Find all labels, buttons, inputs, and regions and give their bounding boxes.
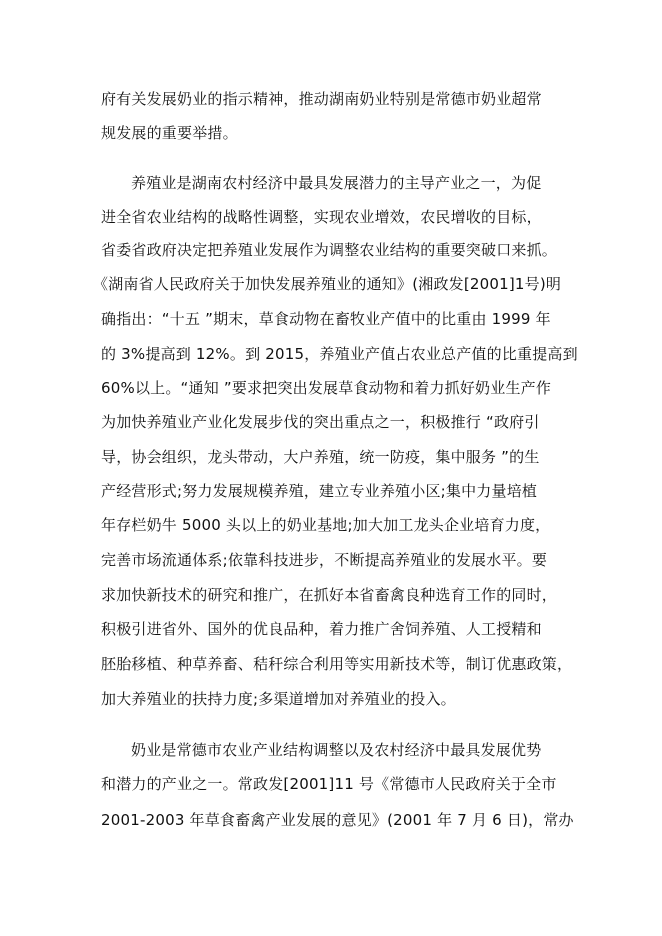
text-line: 60%以上。“通知 ”要求把突出发展草食动物和着力抓好奶业生产作	[101, 379, 552, 397]
text-line: 奶业是常德市农业产业结构调整以及农村经济中最具发展优势	[131, 741, 542, 759]
text-line: 为加快养殖业产业化发展步伐的突出重点之一，积极推行 “政府引	[101, 413, 540, 431]
text-line: 积极引进省外、国外的优良品种，着力推广舍饲养殖、人工授精和	[101, 620, 542, 638]
text-line: 府有关发展奶业的指示精神，推动湖南奶业特别是常德市奶业超常	[101, 90, 542, 108]
text-line: 导，协会组织，龙头带动，大户养殖，统一防疫，集中服务 ”的生	[101, 448, 540, 466]
text-line: 和潜力的产业之一。常政发[2001]11 号《常德市人民政府关于全市	[101, 775, 557, 793]
text-line: 求加快新技术的研究和推广，在抓好本省畜禽良种选育工作的同时，	[101, 586, 558, 604]
text-line: 完善市场流通体系;依靠科技进步，不断提高养殖业的发展水平。要	[101, 551, 548, 569]
text-line: 养殖业是湖南农村经济中最具发展潜力的主导产业之一，为促	[131, 174, 542, 192]
text-line: 《湖南省人民政府关于加快发展养殖业的通知》(湘政发[2001]1号)明	[93, 275, 562, 293]
text-line: 的 3%提高到 12%。到 2015，养殖业产值占农业总产值的比重提高到	[101, 345, 578, 363]
text-line: 规发展的重要举措。	[101, 124, 238, 142]
text-line: 产经营形式;努力发展规模养殖，建立专业养殖小区;集中力量培植	[101, 482, 538, 500]
text-line: 年存栏奶牛 5000 头以上的奶业基地;加大加工龙头企业培育力度，	[101, 516, 551, 534]
text-line: 进全省农业结构的战略性调整，实现农业增效，农民增收的目标，	[101, 208, 542, 226]
text-line: 2001-2003 年草食畜禽产业发展的意见》(2001 年 7 月 6 日)，常办	[101, 811, 574, 829]
text-line: 省委省政府决定把养殖业发展作为调整农业结构的重要突破口来抓。	[101, 241, 558, 259]
text-line: 胚胎移植、种草养畜、秸秆综合利用等实用新技术等，制订优惠政策，	[101, 655, 573, 673]
text-line: 加大养殖业的扶持力度;多渠道增加对养殖业的投入。	[101, 690, 456, 708]
text-line: 确指出：“十五 ”期末，草食动物在畜牧业产值中的比重由 1999 年	[101, 310, 551, 328]
